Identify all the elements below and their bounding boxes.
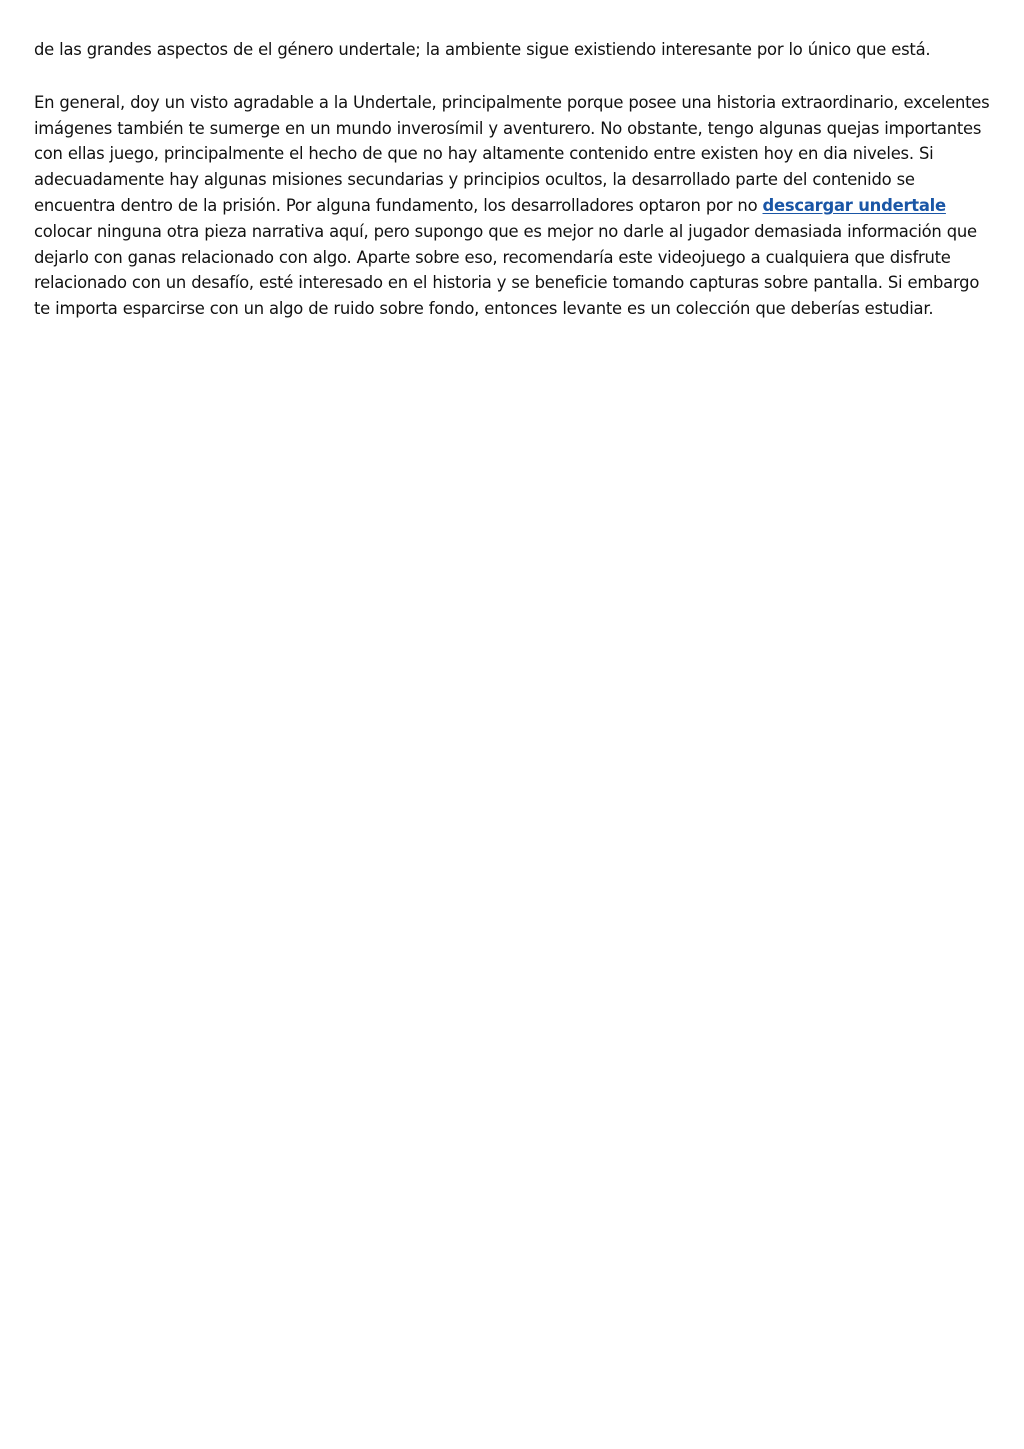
paragraph-review-text-end: colocar ninguna otra pieza narrativa aquí, pero supongo que es mejor no darle al jugador demasiada información que dejarlo con ganas relacionado con algo. Aparte sobre eso, recomendaría este videojuego a cualquiera que disfrute relacionado con un desafío, esté interesado en el historia y se beneficie tomando capturas sobre pantalla. Si embargo te importa esparcirse con un algo de ruido sobre fondo, entonces levante es un colección que deberías estudiar. — [34, 221, 980, 319]
paragraph-review-text-start: En general, doy un visto agradable a la Undertale, principalmente porque posee una historia extraordinario, excelentes imágenes también te sumerge en un mundo inverosímil y aventurero. No obstante, tengo algunas quejas importantes con ellas juego, principalmente el hecho de que no hay altamente contenido entre existen hoy en dia niveles. Si adecuadamente hay algunas misiones secundarias y principios ocultos, la desarrollado parte del contenido se encuentra dentro de la prisión. Por alguna fundamento, los desarrolladores optaron por no — [34, 92, 990, 215]
descargar-undertale-link[interactable]: descargar undertale — [762, 195, 946, 215]
paragraph-review — [34, 90, 994, 322]
paragraph-intro: de las grandes aspectos de el género undertale; la ambiente sigue existiendo interesante por lo único que está. — [34, 40, 931, 59]
document-body — [34, 37, 994, 349]
